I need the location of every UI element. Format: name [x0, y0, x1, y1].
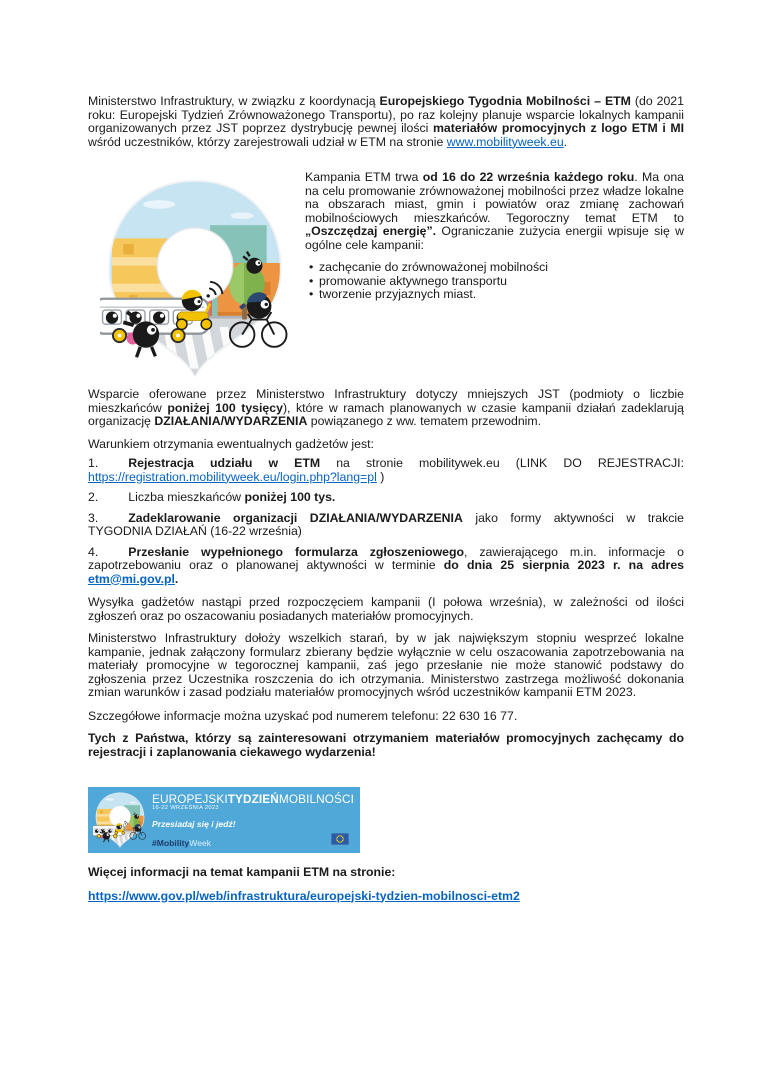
bullet-item: • tworzenie przyjaznych miast.	[319, 288, 684, 302]
list-item-1	[88, 457, 684, 484]
paragraph-more-info-link	[88, 890, 684, 904]
banner-pin-logo-icon	[93, 792, 147, 848]
etm-pin-logo-image	[100, 178, 290, 378]
text-run: na stronie mobilitywek.eu (LINK DO REJESTRACJI:	[320, 456, 684, 470]
text-run: Przesłanie wypełnionego formularza zgłoszeniowego	[128, 544, 465, 559]
paragraph-phone-info: Szczegółowe informacje można uzyskać pod numerem telefonu: 22 630 16 77.	[88, 708, 518, 723]
text-run: poniżej 100 tysięcy	[167, 400, 283, 415]
gov-pl-link[interactable]: https://www.gov.pl/web/infrastruktura/europejski-tydzien-mobilnosci-etm2	[88, 888, 520, 903]
list-item-4	[88, 546, 684, 587]
text-run: Ministerstwo Infrastruktury, w związku z koordynacją	[88, 94, 380, 108]
text-run: powiązanego z ww. tematem przewodnim.	[307, 414, 542, 428]
paragraph-campaign	[305, 171, 684, 252]
text-run: 2.	[88, 490, 99, 504]
text-run: poniżej 100 tys.	[244, 490, 336, 504]
text-run: 4.	[88, 544, 99, 559]
text-run: do dnia 25 sierpnia 2023 r. na adres	[443, 558, 684, 572]
banner-title	[152, 793, 354, 805]
paragraph-more-info-label: Więcej informacji na temat kampanii ETM na stronie:	[88, 865, 396, 879]
text-run: . Ma ona na celu promowanie zrównoważonej mobilności przez władze lokalne na obszarach miast, gmin i powiatów oraz zmianę zachowań mobilnościowych mieszkańców. Tegoroczny temat ETM to	[305, 170, 684, 225]
text-run: Ograniczanie zużycia energii wpisuje się w ogólne cele kampanii:	[305, 224, 684, 252]
campaign-section	[88, 171, 684, 378]
inline-link[interactable]: etm@mi.gov.pl	[88, 571, 175, 586]
text-run: materiałów promocyjnych z logo ETM i MI	[433, 121, 685, 135]
inline-link[interactable]: https://registration.mobilityweek.eu/login.php?lang=pl	[88, 469, 377, 484]
list-item-3	[88, 512, 684, 539]
text-run: 3.	[88, 510, 99, 525]
text-run: Rejestracja udziału w ETM	[128, 456, 321, 470]
text-run: Europejskiego Tygodnia Mobilności – ETM	[379, 94, 631, 108]
banner-text-block	[152, 793, 354, 848]
inline-link[interactable]: www.mobilityweek.eu	[446, 134, 564, 149]
banner-dates: 16-22 WRZEŚNIA 2023	[152, 805, 219, 811]
text-run: Wsparcie oferowane przez Ministerstwo Infrastruktury dotyczy mniejszych JST (podmioty o liczbie mieszkańców	[88, 387, 684, 415]
text-run: DZIAŁANIA/WYDARZENIA	[154, 414, 308, 428]
text-run: , zawierającego m.in. informacje o zapotrzebowaniu oraz o planowanej aktywności w terminie	[88, 544, 684, 572]
paragraph-cta: Tych z Państwa, którzy są zainteresowani otrzymaniem materiałów promocyjnych zachęcamy do rejestracji i zaplanowania ciekawego wydarzenia!	[88, 731, 684, 759]
text-run: TYDZIEŃ	[227, 792, 279, 806]
text-run: jako formy aktywności w trakcie TYGODNIA DZIAŁAŃ (16-22 września)	[88, 510, 684, 538]
text-run: Liczba mieszkańców	[128, 490, 245, 504]
text-run: Zadeklarowanie organizacji DZIAŁANIA/WYDARZENIA	[128, 510, 463, 525]
text-run: 1.	[88, 456, 99, 470]
text-run: )	[376, 469, 385, 484]
paragraph-shipping: Wysyłka gadżetów nastąpi przed rozpoczęciem kampanii (I połowa września), w zależności od ilości zgłoszeń oraz po oszacowaniu posiadanych materiałów promocyjnych.	[88, 595, 684, 623]
paragraph-disclaimer: Ministerstwo Infrastruktury dołoży wszelkich starań, by w jak największym stopniu wesprzeć lokalne kampanie, jednak załączony formularz zbierany będzie wyłącznie w celu oszacowania zapotrzebowania na materiały promocyjne w tegorocznej kampanii, zaś jego przesłanie nie może stanowić podstawy do zgłoszenia przez Uczestnika roszczenia do ich otrzymania. Ministerstwo zastrzega możliwość dokonania zmian warunków i zasad podziału materiałów promocyjnych wśród uczestników kampanii ETM 2023.	[88, 631, 684, 699]
paragraph-support	[88, 388, 684, 429]
text-run: Kampania ETM trwa	[305, 170, 423, 184]
eu-flag-icon	[331, 833, 349, 845]
etm-banner	[88, 787, 360, 853]
text-run: Week	[189, 838, 212, 848]
text-run: .	[563, 134, 568, 149]
text-run: EUROPEJSKI	[152, 792, 228, 806]
text-run: od 16 do 22 września każdego roku	[422, 170, 635, 184]
banner-hashtag	[152, 839, 354, 848]
bullet-item: • promowanie aktywnego transportu	[319, 275, 684, 289]
paragraph-intro	[88, 95, 684, 149]
text-run: #Mobility	[152, 838, 190, 848]
bullet-item: • zachęcanie do zrównoważonej mobilności	[319, 261, 684, 275]
list-item-2	[88, 491, 684, 505]
campaign-text-column	[305, 171, 684, 378]
text-run: ), które w ramach planowanych w czasie kampanii działań zadeklarują organizację	[88, 400, 684, 428]
text-run: wśród uczestników, którzy zarejestrowali udział w ETM na stronie	[88, 134, 447, 149]
text-run: „Oszczędzaj energię”.	[305, 224, 437, 238]
banner-slogan: Przesiadaj się i jedź!	[152, 819, 236, 829]
text-run: (do 2021 roku: Europejski Tydzień Zrównoważonego Transportu), po raz kolejny planuje wsparcie lokalnych kampanii organizowanych przez JST poprzez dystrybucję pewnej ilości	[88, 94, 684, 135]
text-run: .	[174, 571, 179, 586]
text-run: MOBILNOŚCI	[278, 792, 354, 806]
campaign-goals-list	[305, 261, 684, 302]
paragraph-conditions-intro: Warunkiem otrzymania ewentualnych gadżetów jest:	[88, 436, 374, 451]
etm-pin-logo-icon	[100, 178, 290, 378]
